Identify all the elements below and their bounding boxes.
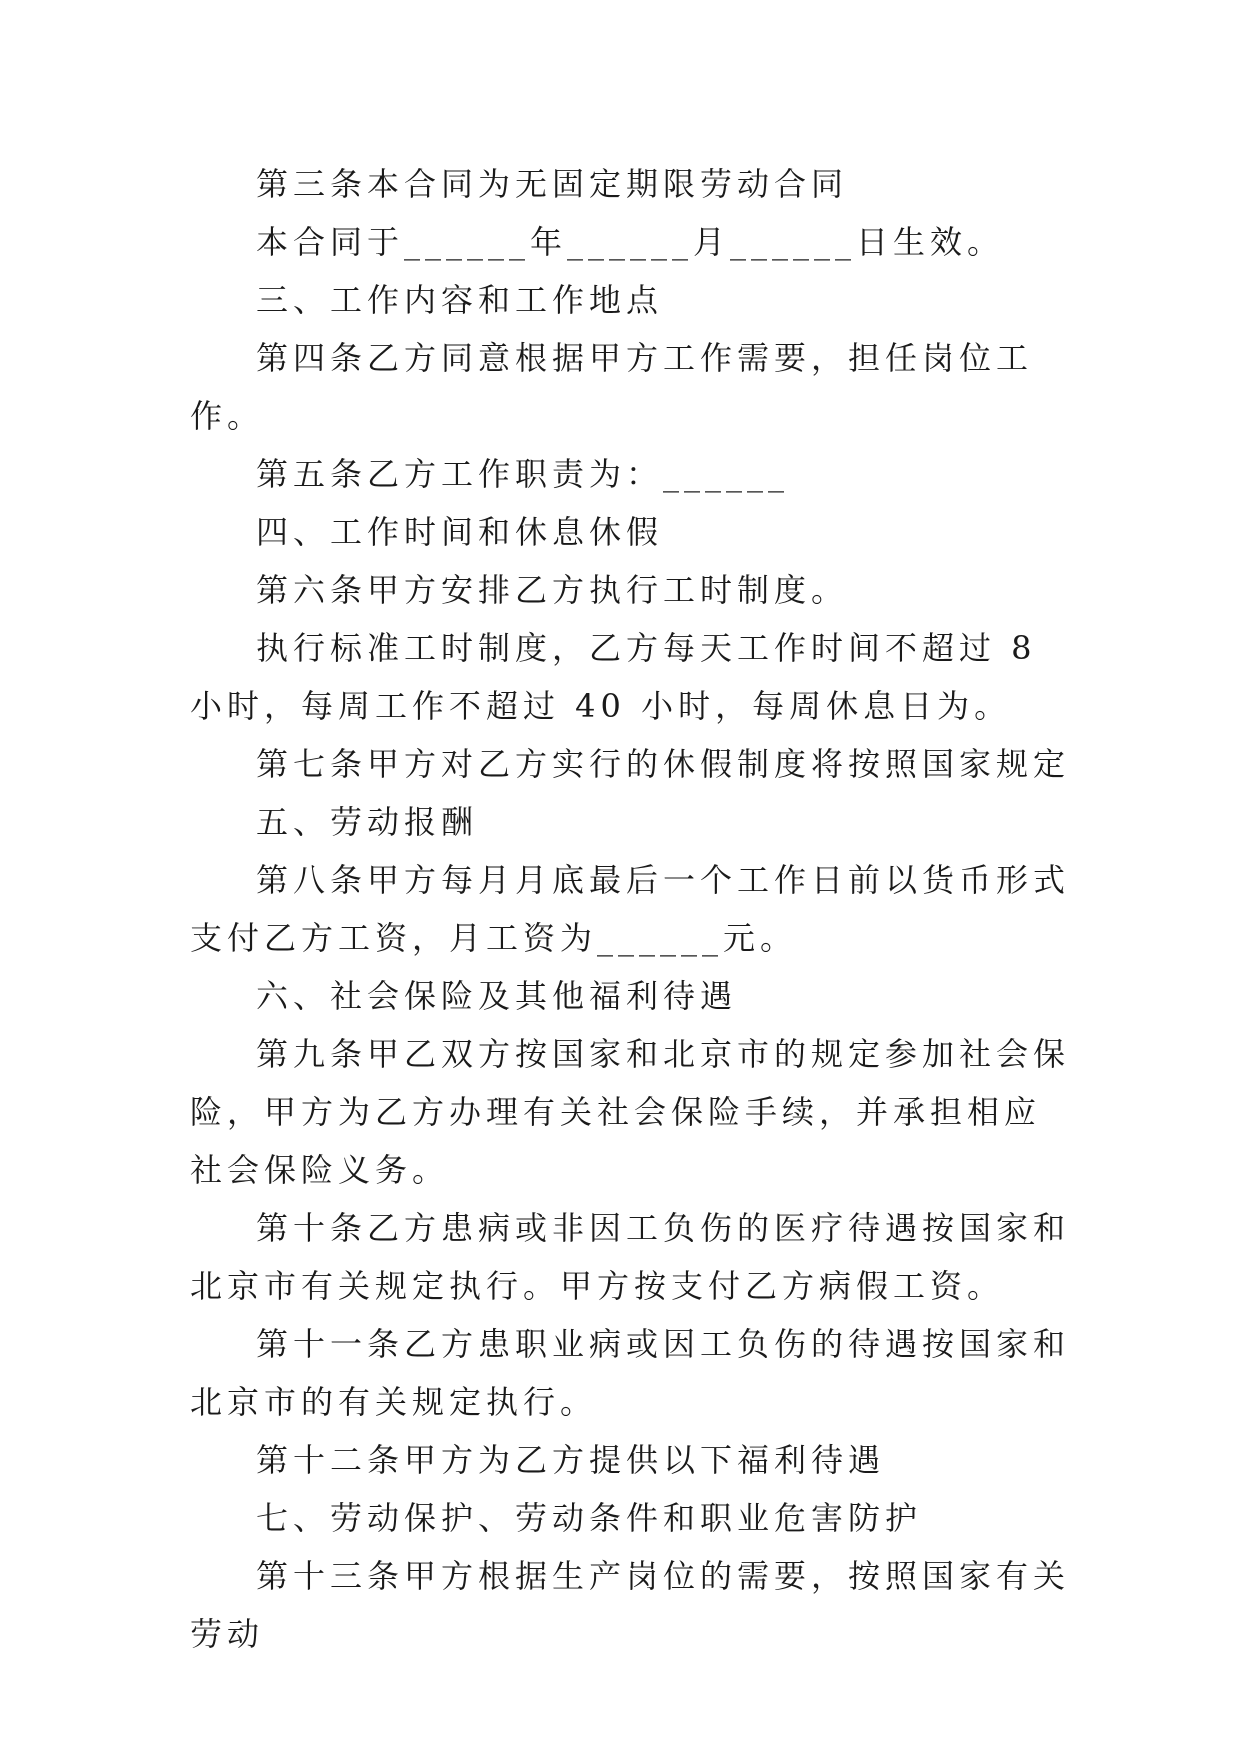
paragraph-article-10: 第十条乙方患病或非因工负伤的医疗待遇按国家和北京市有关规定执行。甲方按支付乙方病假工资。 xyxy=(190,1209,1071,1305)
paragraph-article-12: 第十二条甲方为乙方提供以下福利待遇 xyxy=(256,1441,886,1479)
paragraph-article-6: 第六条甲方安排乙方执行工时制度。 xyxy=(256,571,849,609)
document-body xyxy=(190,155,1070,1663)
paragraph-standard-hours: 执行标准工时制度，乙方每天工作时间不超过 8 小时，每周工作不超过 40 小时，每周休息日为。 xyxy=(190,629,1037,725)
paragraph-article-4: 第四条乙方同意根据甲方工作需要，担任岗位工作。 xyxy=(190,339,1034,435)
paragraph-article-5: 第五条乙方工作职责为：______ xyxy=(256,455,790,493)
paragraph-article-11: 第十一条乙方患职业病或因工负伤的待遇按国家和北京市的有关规定执行。 xyxy=(190,1325,1071,1421)
section-heading-6: 六、社会保险及其他福利待遇 xyxy=(256,977,738,1015)
section-heading-3: 三、工作内容和工作地点 xyxy=(256,281,664,319)
section-heading-4: 四、工作时间和休息休假 xyxy=(256,513,664,551)
paragraph-article-13: 第十三条甲方根据生产岗位的需要，按照国家有关劳动 xyxy=(190,1557,1071,1653)
paragraph-article-7: 第七条甲方对乙方实行的休假制度将按照国家规定 xyxy=(256,745,1071,783)
paragraph-article-8: 第八条甲方每月月底最后一个工作日前以货币形式支付乙方工资，月工资为______元。 xyxy=(190,861,1071,957)
section-heading-7: 七、劳动保护、劳动条件和职业危害防护 xyxy=(256,1499,923,1537)
paragraph-article-3: 第三条本合同为无固定期限劳动合同 xyxy=(256,165,849,203)
paragraph-article-9: 第九条甲乙双方按国家和北京市的规定参加社会保险，甲方为乙方办理有关社会保险手续，并承担相应社会保险义务。 xyxy=(190,1035,1071,1189)
paragraph-effective-date: 本合同于______年______月______日生效。 xyxy=(256,223,1005,261)
section-heading-5: 五、劳动报酬 xyxy=(256,803,479,841)
